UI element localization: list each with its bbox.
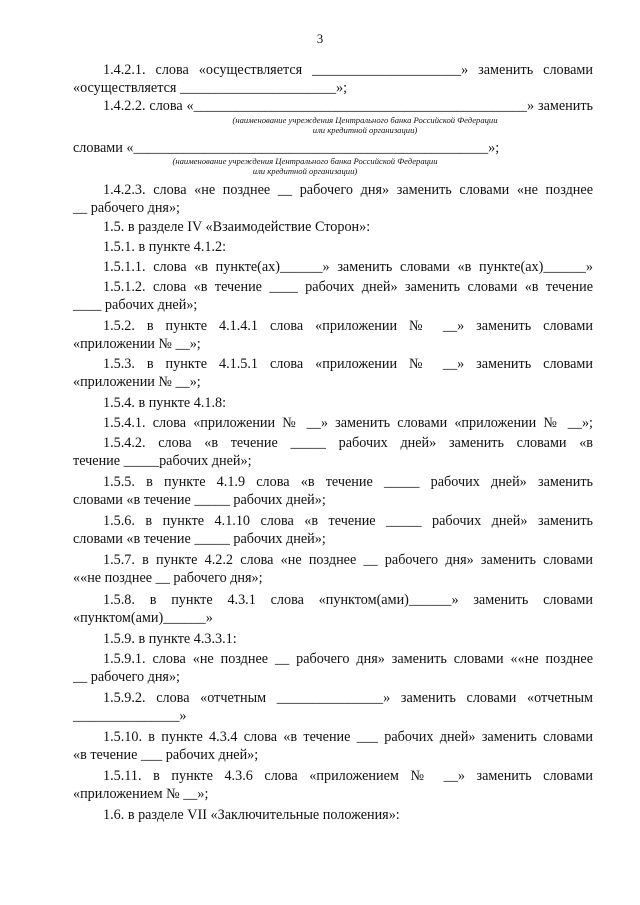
text-line: «осуществляется ______________________»;	[73, 80, 348, 96]
text-line: _______________»	[73, 708, 187, 724]
text-line: словами «в течение _____ рабочих дней»;	[73, 492, 326, 508]
text-line: 1.4.2.3. слова «не позднее __ рабочего дня» заменить словами «не позднее	[103, 182, 593, 198]
text-line: 1.5.1. в пункте 4.1.2:	[103, 239, 227, 255]
text-line: словами «в течение _____ рабочих дней»;	[73, 531, 326, 547]
text-line: ««не позднее __ рабочего дня»;	[73, 570, 263, 586]
text-line: 1.5.4. в пункте 4.1.8:	[103, 395, 227, 411]
text-line: 1.5.7. в пункте 4.2.2 слова «не позднее __ рабочего дня» заменить словами	[103, 552, 593, 568]
text-line: __ рабочего дня»;	[73, 669, 180, 685]
text-line: «приложением № __»;	[73, 786, 209, 802]
text-line: 1.5.9. в пункте 4.3.3.1:	[103, 631, 237, 647]
text-line: 1.5.4.2. слова «в течение _____ рабочих дней» заменить словами «в	[103, 435, 593, 451]
text-line: 1.5.10. в пункте 4.3.4 слова «в течение ___ рабочих дней» заменить словами	[103, 729, 593, 745]
text-line: 1.5.6. в пункте 4.1.10 слова «в течение _____ рабочих дней» заменить	[103, 513, 593, 529]
text-line: 1.5.1.1. слова «в пункте(ах)______» заменить словами «в пункте(ах)______»	[103, 259, 593, 275]
text-line: 1.4.2.2. слова «_______________________________________________» заменить	[103, 98, 593, 114]
text-line: 1.5.2. в пункте 4.1.4.1 слова «приложении № __» заменить словами	[103, 318, 593, 334]
text-line: 1.4.2.1. слова «осуществляется _____________________» заменить словами	[103, 62, 593, 78]
text-line: 1.5.11. в пункте 4.3.6 слова «приложением № __» заменить словами	[103, 768, 593, 784]
text-line: «пунктом(ами)______»	[73, 610, 213, 626]
footnote-caption: (наименование учреждения Центрального банка Российской Федерации	[172, 156, 438, 166]
text-line: 1.5.3. в пункте 4.1.5.1 слова «приложении № __» заменить словами	[103, 356, 593, 372]
text-line: 1.6. в разделе VII «Заключительные положения»:	[103, 807, 400, 823]
text-line: 1.5.9.2. слова «отчетным _______________» заменить словами «отчетным	[103, 690, 593, 706]
text-line: 1.5.8. в пункте 4.3.1 слова «пунктом(ами)______» заменить словами	[103, 592, 593, 608]
text-line: словами «__________________________________________________»;	[73, 140, 500, 156]
page-number: 3	[316, 31, 324, 46]
text-line: ____ рабочих дней»;	[73, 297, 198, 313]
text-line: 1.5.9.1. слова «не позднее __ рабочего дня» заменить словами ««не позднее	[103, 651, 593, 667]
text-line: течение _____рабочих дней»;	[73, 453, 252, 469]
footnote-caption: или кредитной организации)	[252, 166, 358, 176]
footnote-caption: (наименование учреждения Центрального банка Российской Федерации	[232, 115, 498, 125]
text-line: 1.5.5. в пункте 4.1.9 слова «в течение _____ рабочих дней» заменить	[103, 474, 593, 490]
text-line: 1.5.1.2. слова «в течение ____ рабочих дней» заменить словами «в течение	[103, 279, 593, 295]
text-line: «в течение ___ рабочих дней»;	[73, 747, 259, 763]
text-line: «приложении № __»;	[73, 336, 201, 352]
text-line: «приложении № __»;	[73, 374, 201, 390]
footnote-caption: или кредитной организации)	[312, 125, 418, 135]
text-line: 1.5.4.1. слова «приложении № __» заменить словами «приложении № __»;	[103, 415, 593, 431]
text-line: __ рабочего дня»;	[73, 200, 180, 216]
text-line: 1.5. в разделе IV «Взаимодействие Сторон»:	[103, 219, 371, 235]
